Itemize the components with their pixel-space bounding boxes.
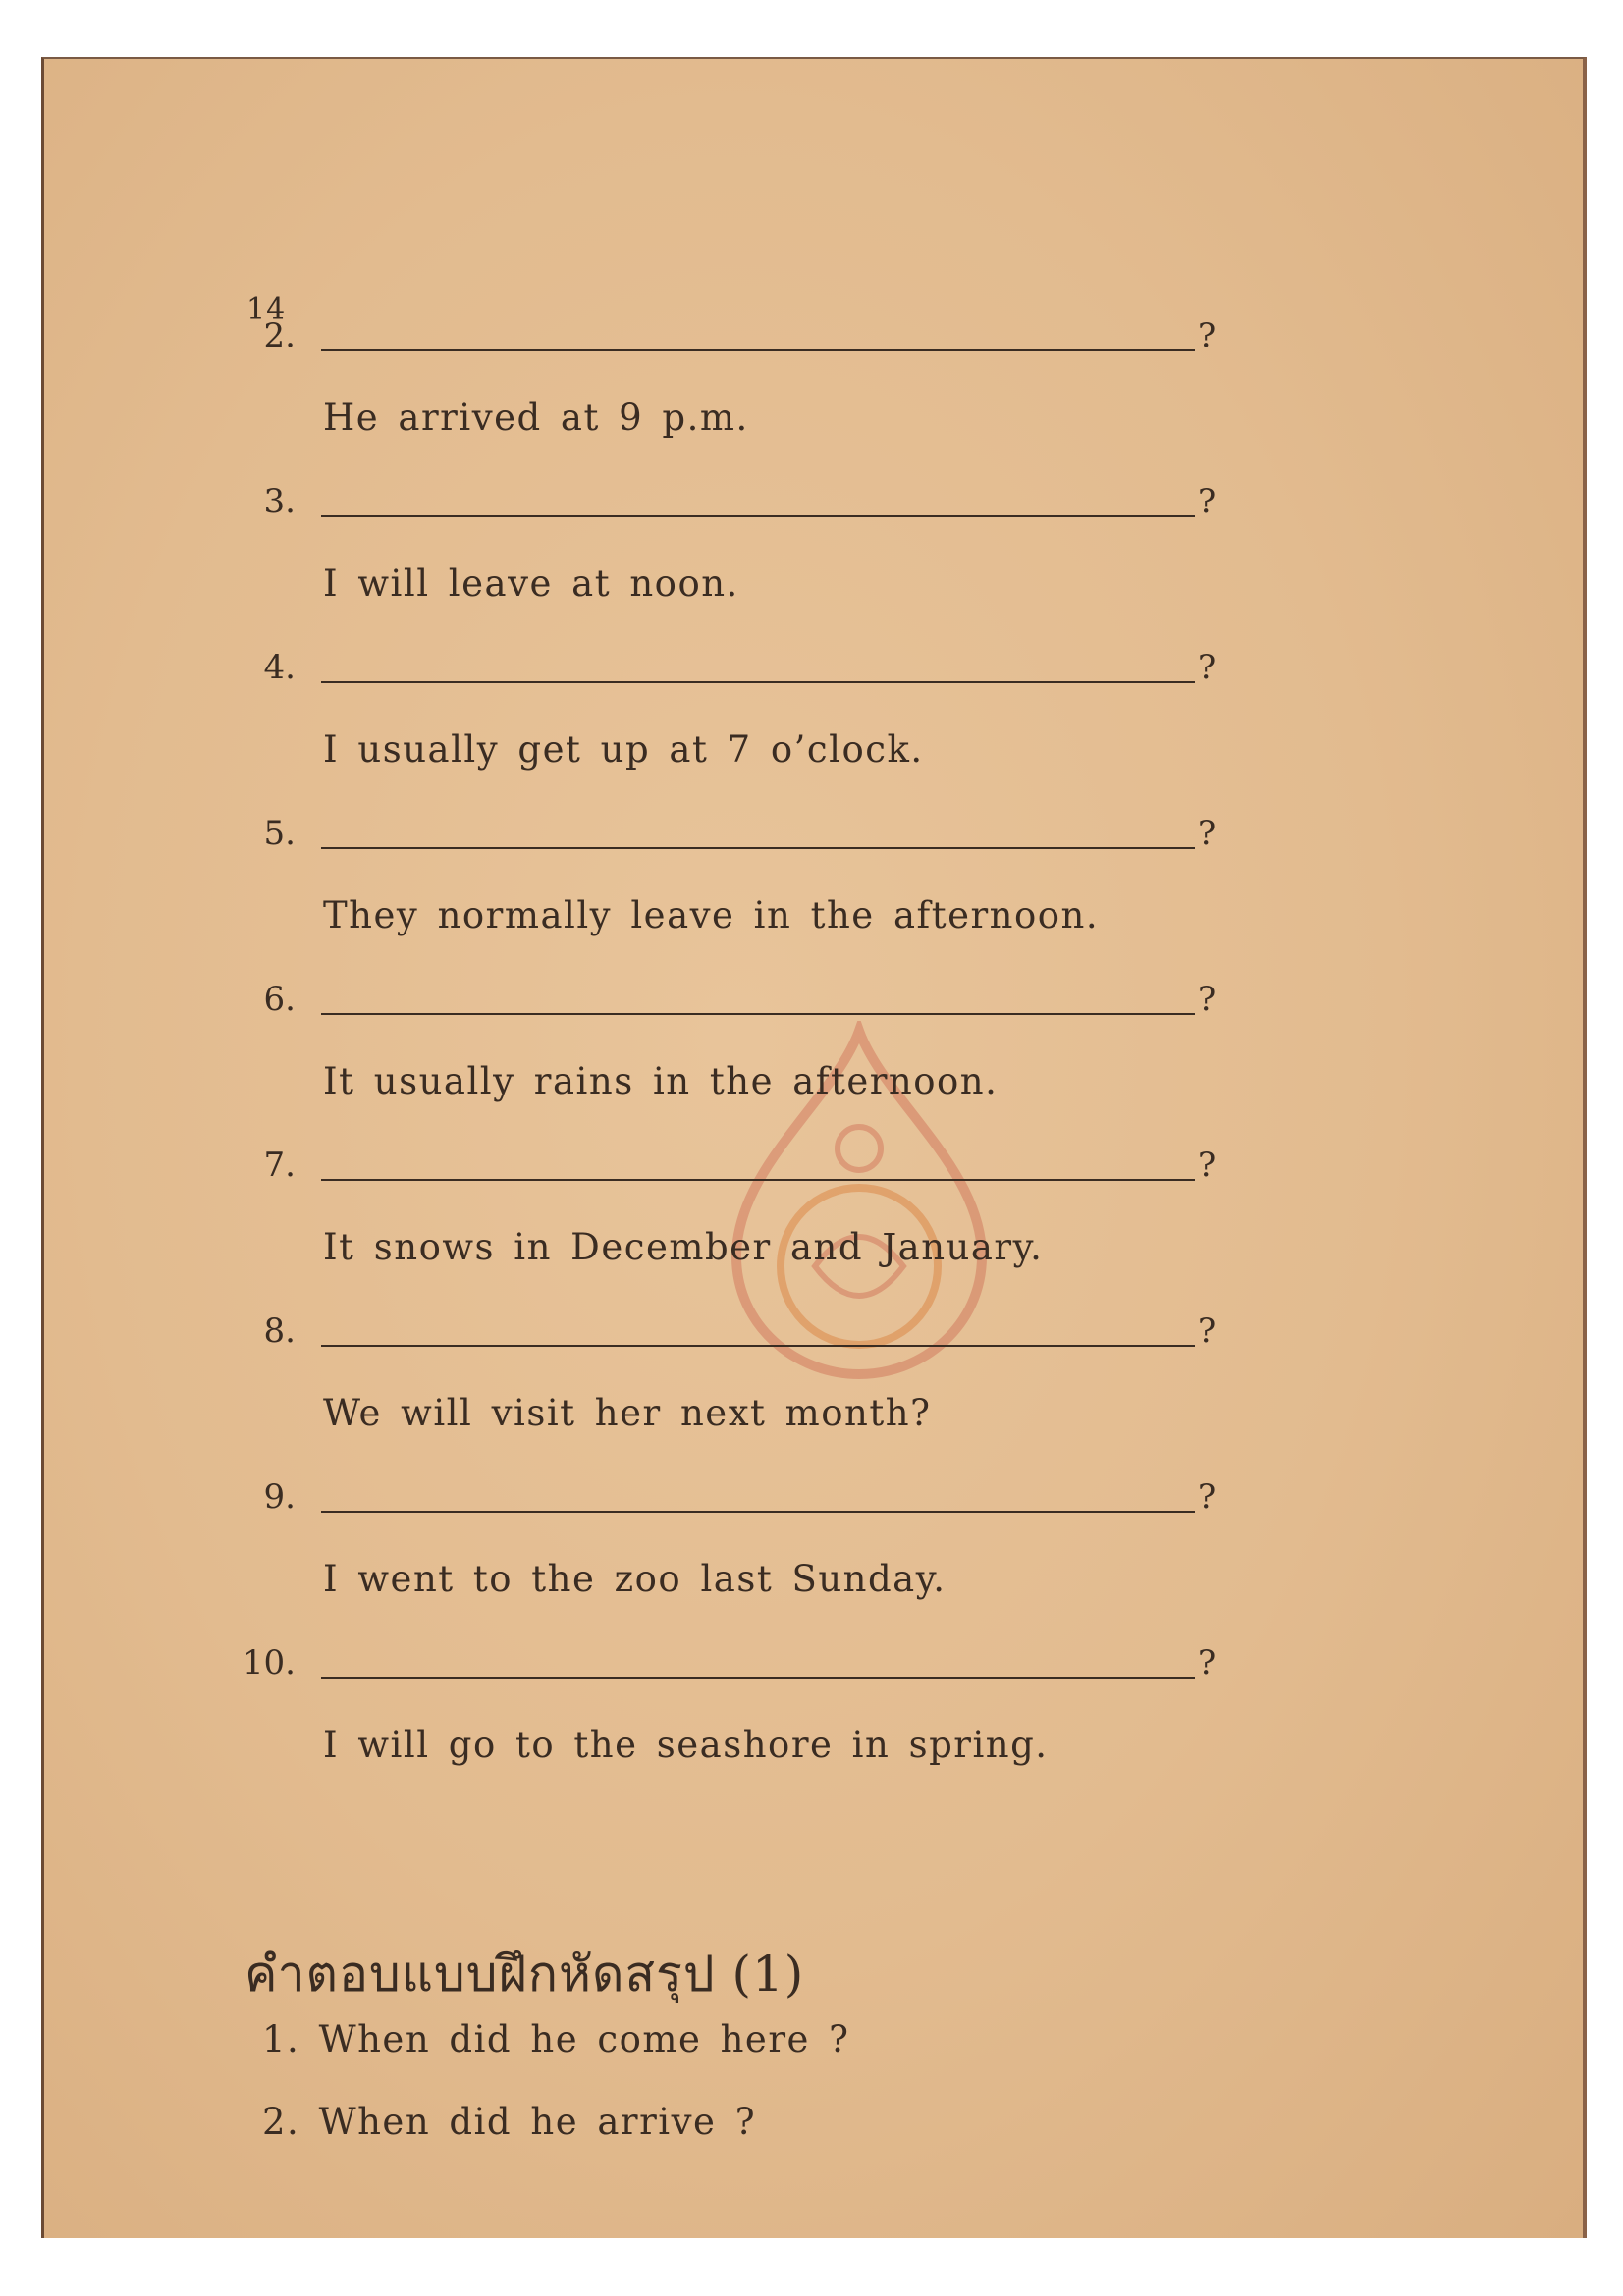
exercise-item-2 [44,316,1583,483]
answer-blank-line[interactable] [321,1677,1195,1679]
given-answer: It usually rains in the afternoon. [323,1060,999,1102]
given-answer: He arrived at 9 p.m. [323,397,749,439]
answer-item-2: 2. When did he arrive ? [262,2101,757,2143]
question-mark: ? [1198,1311,1217,1351]
exercise-item-5 [44,814,1583,981]
page-number: 14 [246,293,287,327]
answer-blank-line[interactable] [321,515,1195,517]
given-answer: I usually get up at 7 o’clock. [323,728,924,771]
question-mark: ? [1198,482,1217,521]
answers-section-heading: คำตอบแบบฝึกหัดสรุป (1) [244,1946,805,2002]
given-answer: It snows in December and January. [323,1226,1044,1268]
exercise-item-7 [44,1146,1583,1312]
question-mark: ? [1198,316,1217,355]
question-mark: ? [1198,1477,1217,1517]
question-mark: ? [1198,814,1217,853]
book-page [41,57,1587,2238]
question-mark: ? [1198,1643,1217,1682]
exercise-item-8 [44,1311,1583,1478]
question-mark: ? [1198,648,1217,687]
exercise-number: 9. [263,1477,296,1517]
answer-item-1: 1. When did he come here ? [262,2018,850,2060]
exercise-item-10 [44,1643,1583,1810]
exercise-number: 2. [263,316,296,355]
exercise-item-6 [44,980,1583,1147]
question-mark: ? [1198,1146,1217,1185]
answer-blank-line[interactable] [321,1511,1195,1513]
answer-blank-line[interactable] [321,681,1195,683]
given-answer: I will go to the seashore in spring. [323,1724,1049,1766]
exercise-number: 3. [263,482,296,521]
question-mark: ? [1198,980,1217,1019]
given-answer: We will visit her next month? [323,1392,932,1434]
answer-blank-line[interactable] [321,1345,1195,1347]
exercise-number: 10. [242,1643,296,1682]
given-answer: I went to the zoo last Sunday. [323,1558,947,1600]
answer-blank-line[interactable] [321,1179,1195,1181]
exercise-number: 6. [263,980,296,1019]
given-answer: I will leave at noon. [323,562,739,605]
answer-blank-line[interactable] [321,349,1195,351]
exercise-number: 7. [263,1146,296,1185]
exercise-number: 4. [263,648,296,687]
answer-blank-line[interactable] [321,1013,1195,1015]
answer-blank-line[interactable] [321,847,1195,849]
exercise-item-9 [44,1477,1583,1644]
exercise-item-4 [44,648,1583,815]
given-answer: They normally leave in the afternoon. [323,894,1100,936]
exercise-number: 5. [263,814,296,853]
exercise-item-3 [44,482,1583,649]
exercise-number: 8. [263,1311,296,1351]
